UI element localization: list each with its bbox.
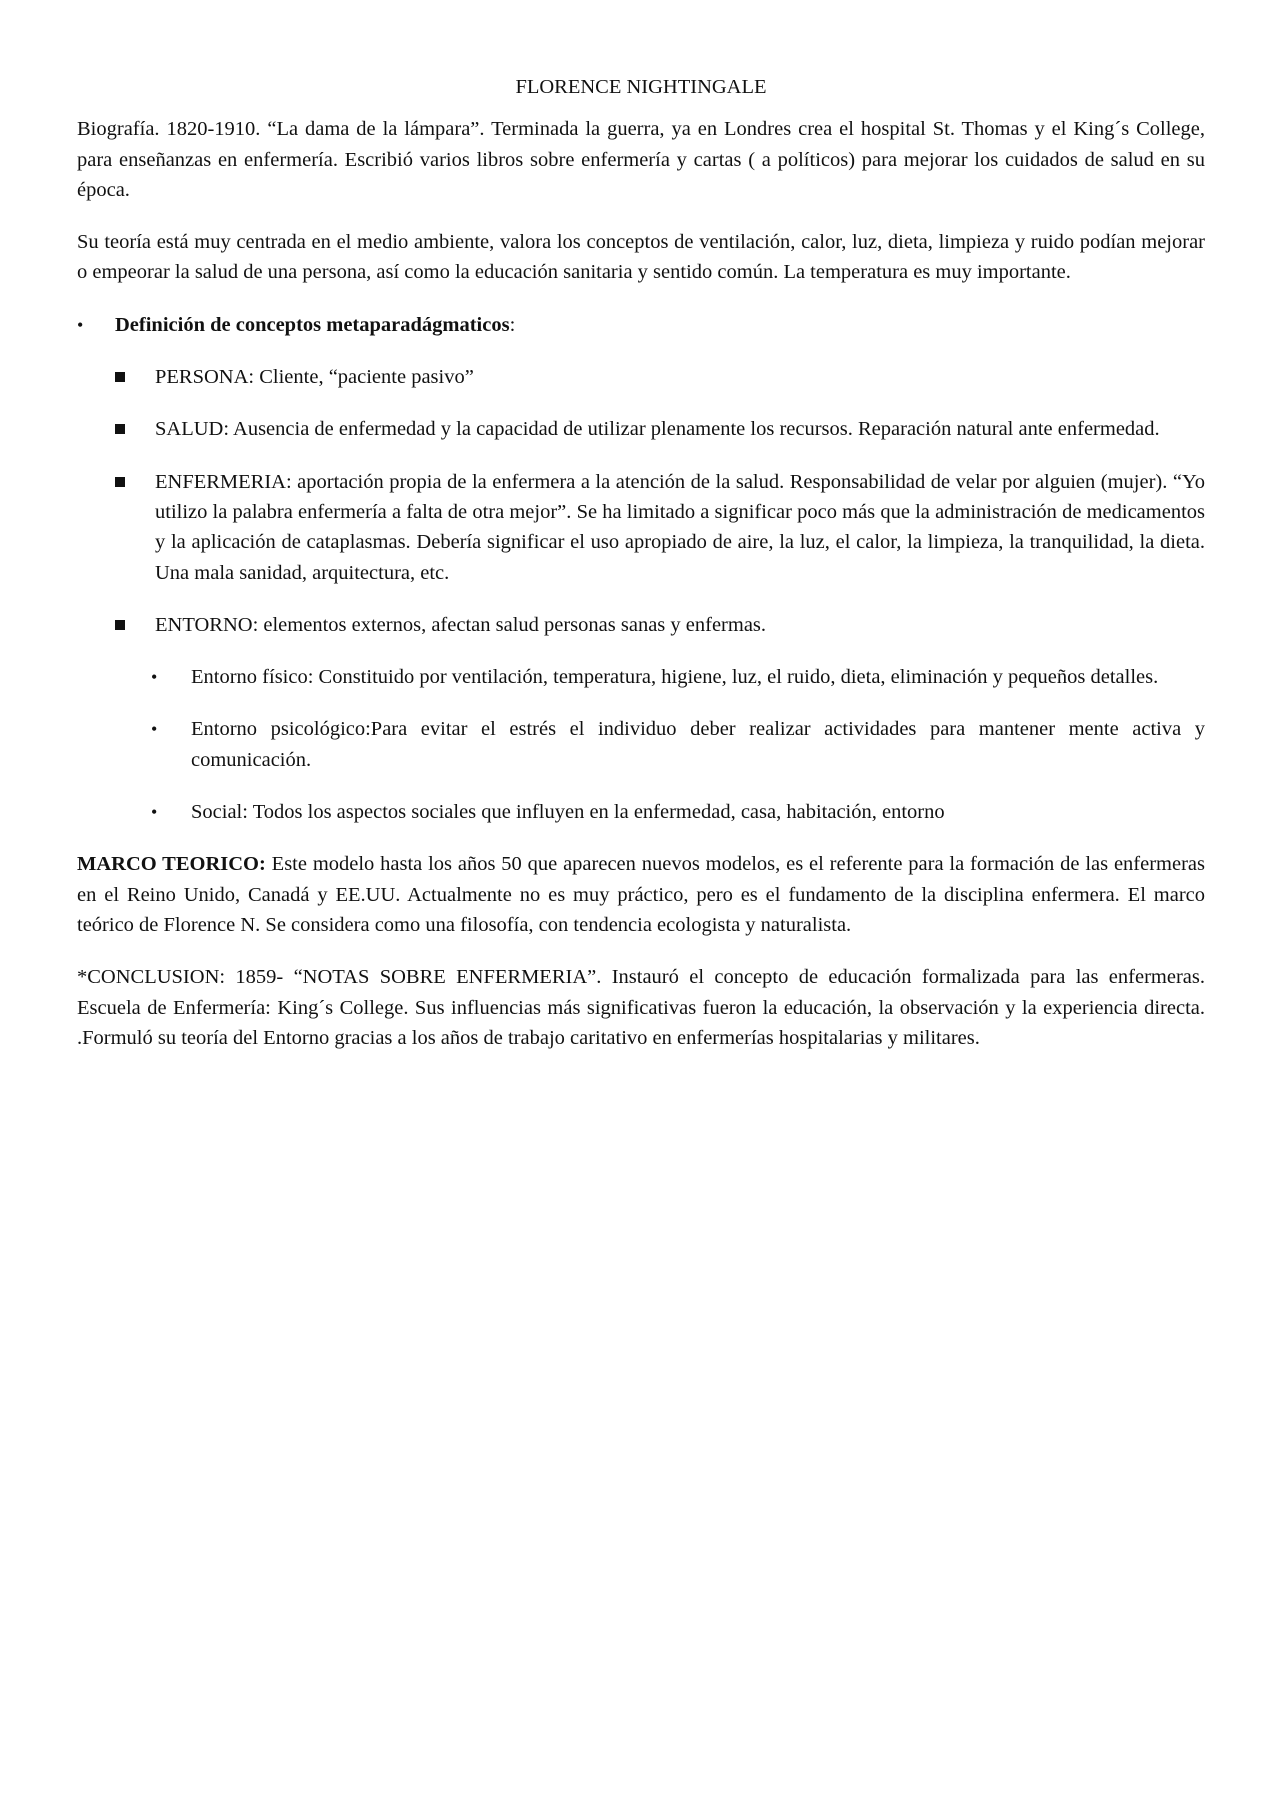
bullet-dot-icon: • (151, 667, 158, 688)
concept-text: ENFERMERIA: aportación propia de la enfermera a la atención de la salud. Responsabilidad de velar por alguien (mujer). “Yo utilizo la palabra enfermería a falta de otra mejor”. Se ha limitado a significar poco más que la administración de medicamentos y la aplicación de cataplasmas. Debería significar el uso apropiado de aire, la luz, el calor, la limpieza, la tranquilidad, la dieta. Una mala sanidad, arquitectura, etc. (155, 470, 1205, 584)
concept-enfermeria (77, 467, 1205, 588)
document-page (77, 72, 1205, 1075)
entorno-social (77, 797, 1205, 827)
subitem-text: Social: Todos los aspectos sociales que influyen en la enfermedad, casa, habitación, entorno (191, 801, 945, 824)
definitions-heading-bold: Definición de conceptos metaparadágmaticos (115, 313, 510, 336)
subitem-text: Entorno físico: Constituido por ventilación, temperatura, higiene, luz, el ruido, dieta, eliminación y pequeños detalles. (191, 666, 1159, 689)
concept-text: SALUD: Ausencia de enfermedad y la capacidad de utilizar plenamente los recursos. Reparación natural ante enfermedad. (155, 418, 1160, 441)
bullet-dot-icon: • (151, 802, 158, 823)
concept-salud (77, 414, 1205, 444)
definitions-heading (77, 310, 1205, 340)
definitions-heading-colon: : (509, 313, 516, 336)
conclusion-paragraph: *CONCLUSION: 1859- “NOTAS SOBRE ENFERMERIA”. Instauró el concepto de educación formalizada para las enfermeras. Escuela de Enfermería: King´s College. Sus influencias más significativas fueron la educación, la observación y la experiencia directa. .Formuló su teoría del Entorno gracias a los años de trabajo caritativo en enfermerías hospitalarias y militares. (77, 966, 1205, 1049)
concept-persona (77, 362, 1205, 392)
marco-teorico-label: MARCO TEORICO: (77, 853, 266, 876)
theory-paragraph: Su teoría está muy centrada en el medio ambiente, valora los conceptos de ventilación, calor, luz, dieta, limpieza y ruido podían mejorar o empeorar la salud de una persona, así como la educación sanitaria y sentido común. La temperatura es muy importante. (77, 231, 1205, 284)
concept-entorno (77, 610, 1205, 640)
marco-teorico-paragraph (77, 849, 1205, 940)
square-bullet-icon (115, 424, 125, 434)
square-bullet-icon (115, 477, 125, 487)
bullet-dot-icon: • (151, 719, 158, 740)
entorno-fisico (77, 662, 1205, 692)
concept-text: ENTORNO: elementos externos, afectan salud personas sanas y enfermas. (155, 613, 767, 636)
square-bullet-icon (115, 372, 125, 382)
square-bullet-icon (115, 620, 125, 630)
subitem-text: Entorno psicológico:Para evitar el estrés el individuo deber realizar actividades para mantener mente activa y comunicación. (191, 718, 1205, 771)
concept-text: PERSONA: Cliente, “paciente pasivo” (155, 366, 474, 389)
entorno-psicologico (77, 714, 1205, 775)
page-title: FLORENCE NIGHTINGALE (515, 76, 767, 98)
marco-teorico-text: Este modelo hasta los años 50 que aparecen nuevos modelos, es el referente para la formación de las enfermeras en el Reino Unido, Canadá y EE.UU. Actualmente no es muy práctico, pero es el fundamento de la disciplina enfermera. El marco teórico de Florence N. Se considera como una filosofía, con tendencia ecologista y naturalista. (77, 853, 1205, 936)
biography-paragraph: Biografía. 1820-1910. “La dama de la lámpara”. Terminada la guerra, ya en Londres crea el hospital St. Thomas y el King´s College, para enseñanzas en enfermería. Escribió varios libros sobre enfermería y cartas ( a políticos) para mejorar los cuidados de salud en su época. (77, 118, 1205, 201)
bullet-dot-icon: • (77, 314, 84, 335)
